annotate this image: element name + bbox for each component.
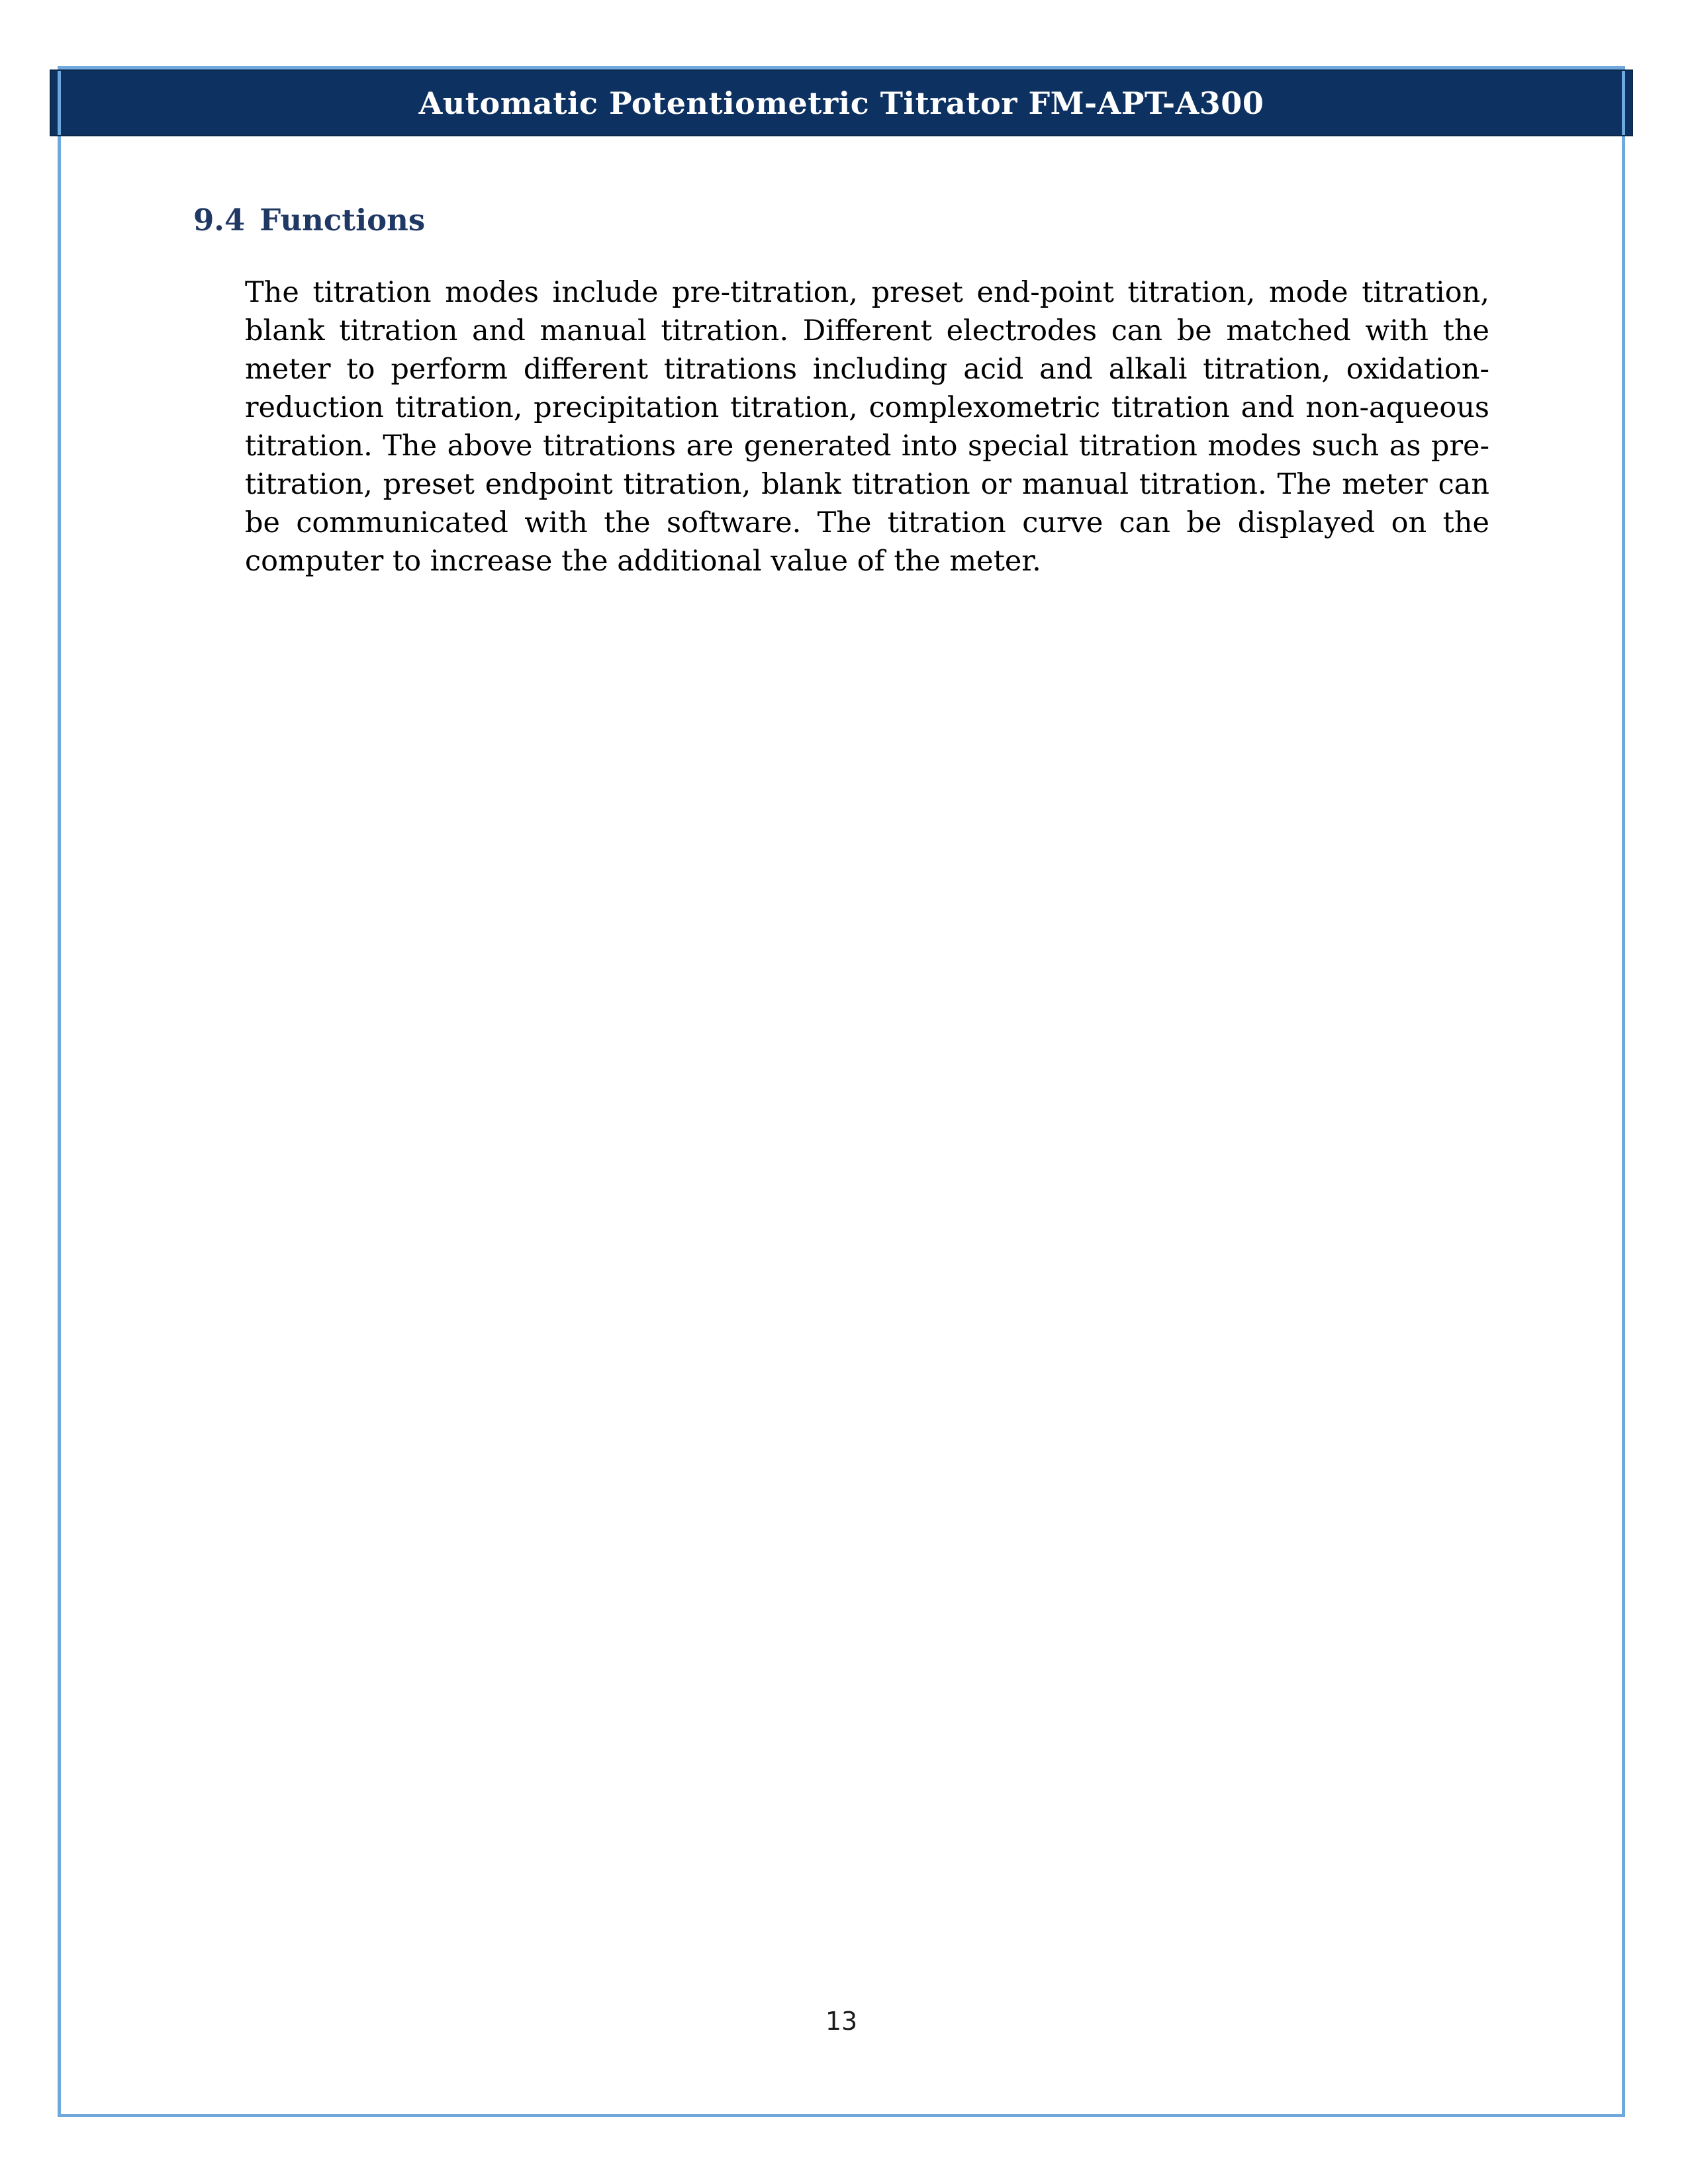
page-border-right-segment bbox=[1622, 71, 1625, 135]
document-page bbox=[58, 66, 1625, 2117]
section-heading bbox=[193, 203, 1489, 238]
page-border-left-segment bbox=[58, 71, 61, 135]
page-header-banner bbox=[50, 69, 1633, 136]
section-number: 9.4 bbox=[193, 203, 246, 238]
document-title: Automatic Potentiometric Titrator FM-APT-A300 bbox=[418, 85, 1264, 121]
section-title: Functions bbox=[259, 203, 426, 238]
page-number: 13 bbox=[825, 2007, 858, 2036]
functions-paragraph: The titration modes include pre-titration, preset end-point titration, mode titration, blank titration and manual titration. Different electrodes can be matched with the meter to perform different titrations including acid and alkali titration, oxidation-reduction titration, precipitation titration, complexometric titration and non-aqueous titration. The above titrations are generated into special titration modes such as pre-titration, preset endpoint titration, blank titration or manual titration. The meter can be communicated with the software. The titration curve can be displayed on the computer to increase the additional value of the meter. bbox=[245, 276, 1489, 578]
